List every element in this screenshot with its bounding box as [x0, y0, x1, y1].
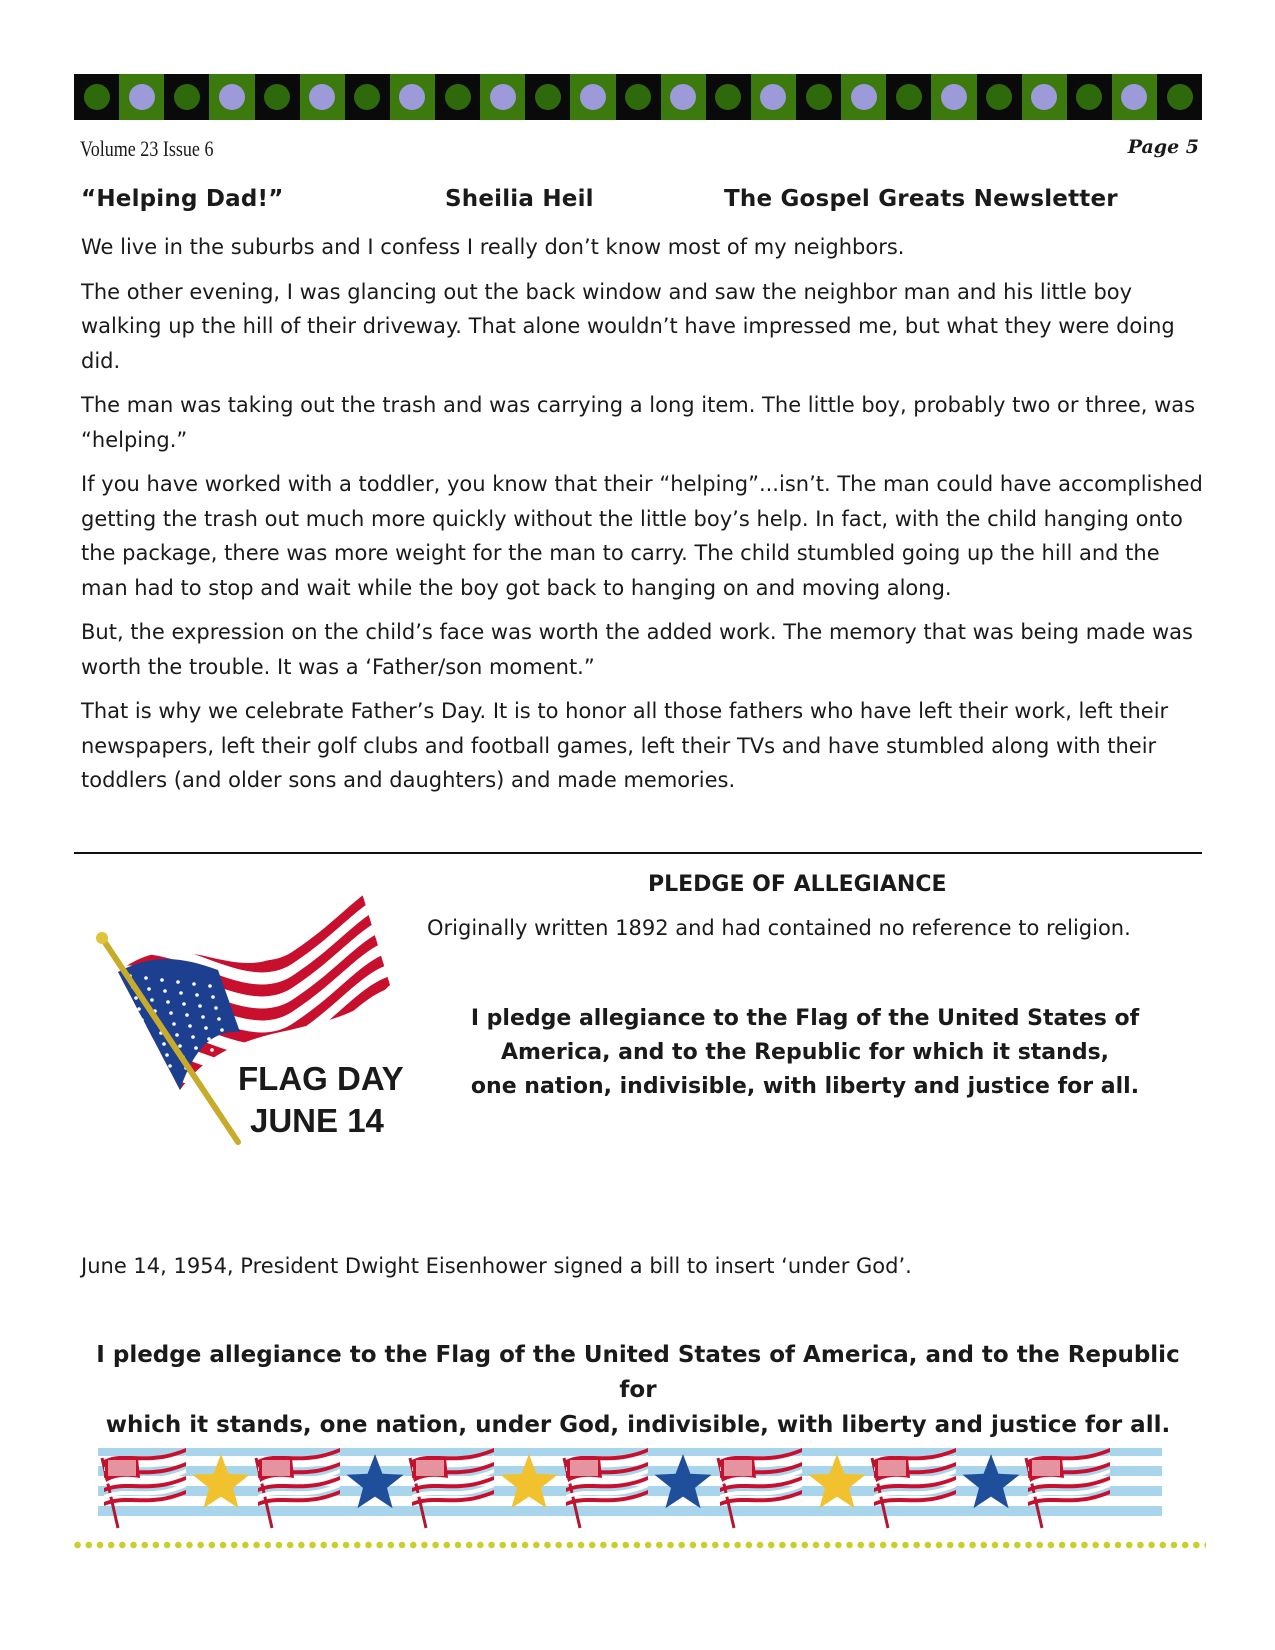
star-icon: [193, 1454, 250, 1508]
dot-cell: [300, 74, 345, 120]
dot-icon: [1076, 84, 1102, 110]
dot-cell: [390, 74, 435, 120]
flag-day-graphic: [90, 880, 420, 1160]
dot-cell: [255, 74, 300, 120]
pledge-line: which it stands, one nation, under God, indivisible, with liberty and justice for all.: [105, 1412, 1171, 1438]
dot-cell: [435, 74, 480, 120]
current-pledge: [74, 1338, 1202, 1443]
dot-cell: [525, 74, 570, 120]
dot-icon: [490, 84, 516, 110]
dot-icon: [986, 84, 1012, 110]
dot-cell: [164, 74, 209, 120]
dot-icon: [535, 84, 561, 110]
pledge-line: I pledge allegiance to the Flag of the United States of America, and to the Republic for: [96, 1342, 1180, 1403]
section-divider: [74, 852, 1202, 854]
dot-cell: [931, 74, 976, 120]
dot-icon: [129, 84, 155, 110]
dot-icon: [806, 84, 832, 110]
star-icon: [809, 1454, 866, 1508]
dot-cell: [841, 74, 886, 120]
dot-icon: [1121, 84, 1147, 110]
article-paragraph: If you have worked with a toddler, you know that their “helping”...isn’t. The man could have accomplished getting the trash out much more quickly without the little boy’s help. In fact, with the child hanging onto the package, there was more weight for the man to carry. The child stumbled going up the hill and the man had to stop and wait while the boy got back to hanging on and moving along.: [81, 472, 1203, 600]
dot-icon: [625, 84, 651, 110]
dot-icon: [941, 84, 967, 110]
dot-cell: [345, 74, 390, 120]
dot-icon: [715, 84, 741, 110]
pledge-line: America, and to the Republic for which it stands,: [500, 1040, 1110, 1065]
article-paragraph: That is why we celebrate Father’s Day. It is to honor all those fathers who have left their work, left their newspapers, left their golf clubs and football games, left their TVs and have stumbled along with their toddlers (and older sons and daughters) and made memories.: [81, 699, 1169, 792]
article-source: The Gospel Greats Newsletter: [724, 186, 1118, 212]
dot-cell: [1112, 74, 1157, 120]
star-icon: [655, 1454, 712, 1508]
dot-icon: [580, 84, 606, 110]
pledge-note: Originally written 1892 and had contained no reference to religion.: [427, 916, 1131, 940]
pledge-line: one nation, indivisible, with liberty and justice for all.: [470, 1074, 1140, 1099]
dot-cell: [1067, 74, 1112, 120]
article-paragraph: But, the expression on the child’s face was worth the added work. The memory that was being made was worth the trouble. It was a ‘Father/son moment.”: [81, 620, 1193, 679]
dot-cell: [480, 74, 525, 120]
star-icon: [963, 1454, 1020, 1508]
dot-icon: [399, 84, 425, 110]
original-pledge: [440, 1002, 1170, 1104]
dot-icon: [851, 84, 877, 110]
dot-cell: [977, 74, 1022, 120]
dot-icon: [174, 84, 200, 110]
amendment-note: June 14, 1954, President Dwight Eisenhower signed a bill to insert ‘under God’.: [81, 1254, 912, 1278]
flag-star-border: [98, 1438, 1162, 1530]
flag-day-date: JUNE 14: [250, 1102, 384, 1139]
volume-issue: Volume 23 Issue 6: [80, 136, 214, 161]
dot-cell: [570, 74, 615, 120]
flag-day-label: FLAG DAY: [238, 1060, 404, 1097]
dot-cell: [661, 74, 706, 120]
dot-cell: [74, 74, 119, 120]
article-title: “Helping Dad!”: [81, 186, 284, 212]
dot-cell: [1157, 74, 1202, 120]
dot-cell: [1022, 74, 1067, 120]
dot-icon: [264, 84, 290, 110]
decorative-dot-band: [74, 74, 1202, 120]
dot-icon: [445, 84, 471, 110]
dot-icon: [760, 84, 786, 110]
dot-icon: [354, 84, 380, 110]
dot-icon: [1031, 84, 1057, 110]
dot-cell: [616, 74, 661, 120]
dot-icon: [670, 84, 696, 110]
dot-icon: [219, 84, 245, 110]
star-icon: [501, 1454, 558, 1508]
dot-cell: [796, 74, 841, 120]
dot-icon: [1167, 84, 1193, 110]
pledge-heading: PLEDGE OF ALLEGIANCE: [648, 872, 947, 897]
article-body: [81, 230, 1206, 808]
article-paragraph: The man was taking out the trash and was carrying a long item. The little boy, probably two or three, was “helping.”: [81, 393, 1196, 452]
dot-cell: [751, 74, 796, 120]
article-author: Sheilia Heil: [445, 186, 594, 212]
dot-cell: [706, 74, 751, 120]
dot-cell: [886, 74, 931, 120]
dot-cell: [119, 74, 164, 120]
dot-cell: [209, 74, 254, 120]
dot-icon: [84, 84, 110, 110]
article-paragraph: The other evening, I was glancing out the back window and saw the neighbor man and his little boy walking up the hill of their driveway. That alone wouldn’t have impressed me, but what they were doing did.: [81, 279, 1175, 373]
pledge-line: I pledge allegiance to the Flag of the United States of: [470, 1006, 1140, 1031]
dot-icon: [309, 84, 335, 110]
star-icon: [347, 1454, 404, 1508]
decorative-dot-line: [72, 1540, 1206, 1550]
dot-icon: [896, 84, 922, 110]
article-paragraph: We live in the suburbs and I confess I really don’t know most of my neighbors.: [81, 235, 905, 259]
page-number: Page 5: [1127, 136, 1199, 158]
